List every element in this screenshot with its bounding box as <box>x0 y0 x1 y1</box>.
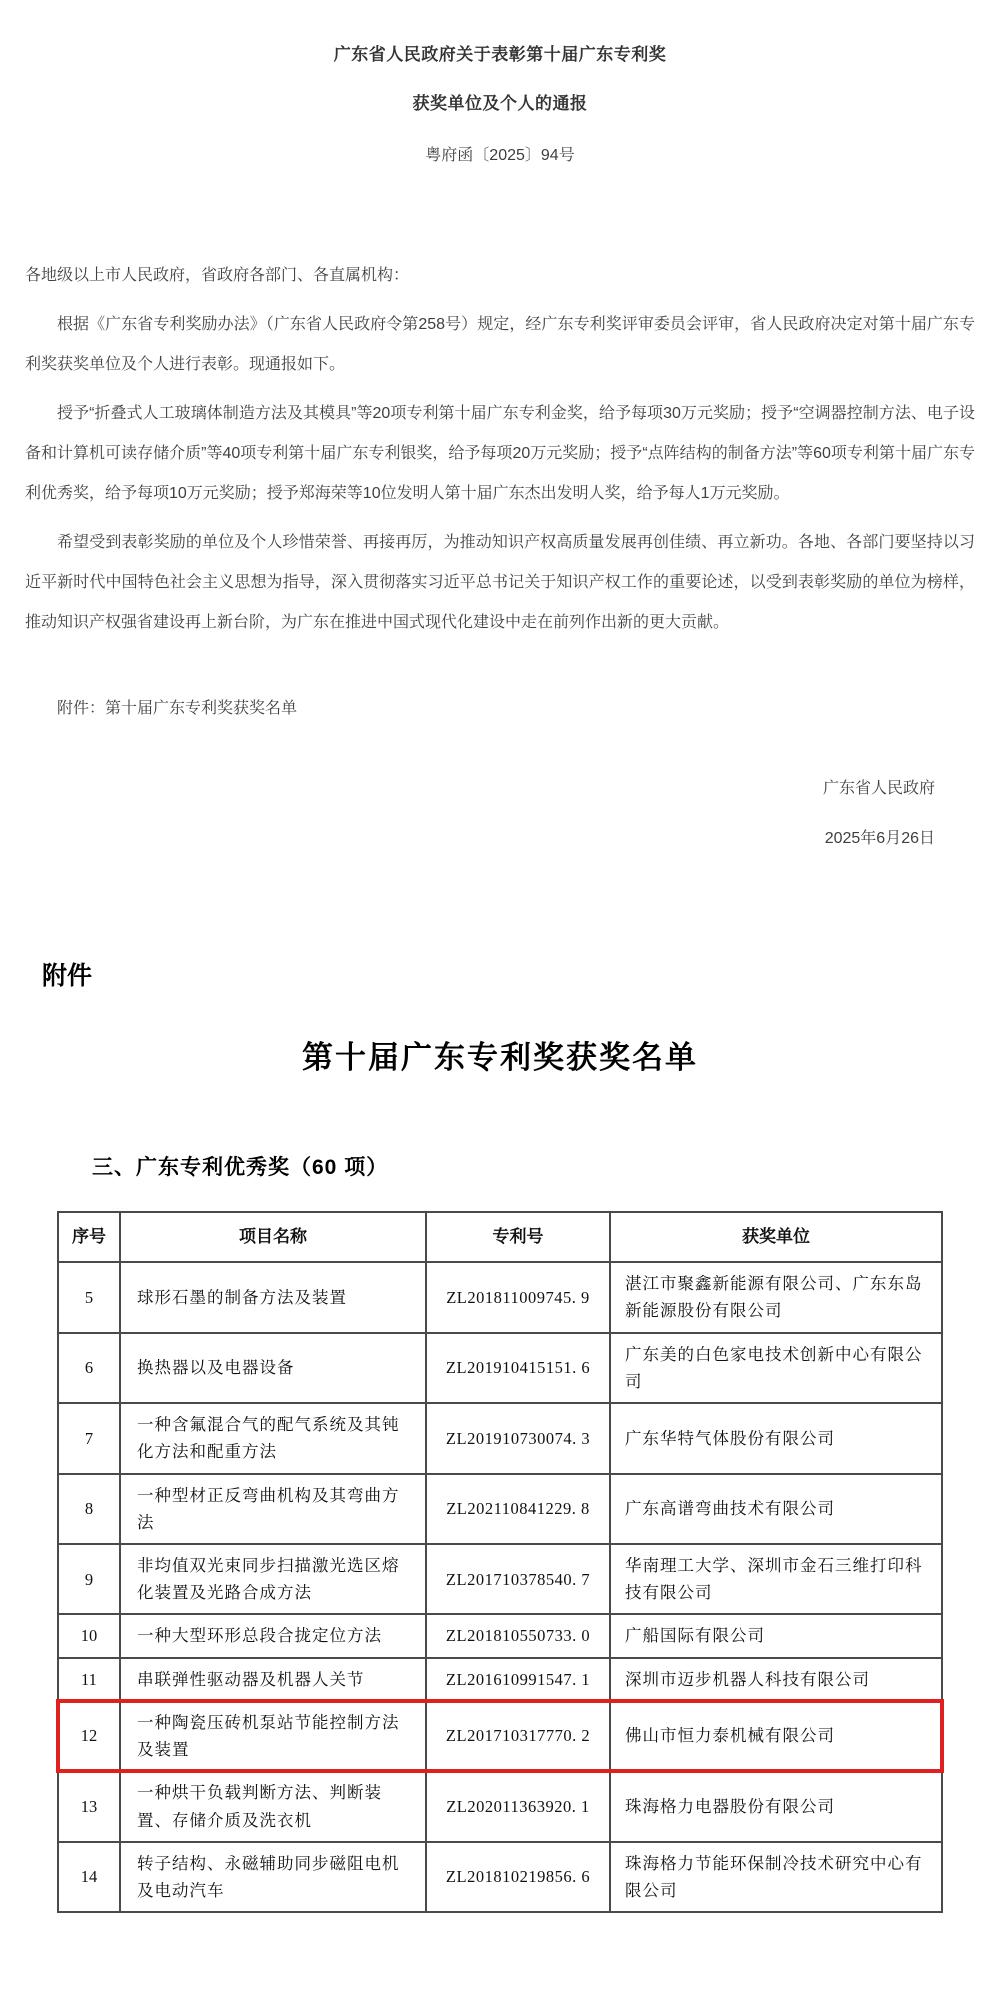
row-project-name: 一种烘干负载判断方法、判断装置、存储介质及洗衣机 <box>120 1771 426 1841</box>
header-patent-number: 专利号 <box>426 1212 610 1262</box>
row-no: 5 <box>58 1262 120 1332</box>
row-awarded-org: 珠海格力节能环保制冷技术研究中心有限公司 <box>610 1842 942 1912</box>
salutation: 各地级以上市人民政府，省政府各部门、各直属机构： <box>25 267 410 285</box>
table-row <box>58 1842 942 1912</box>
row-project-name: 一种大型环形总段合拢定位方法 <box>120 1614 426 1657</box>
row-patent-number: ZL201710317770. 2 <box>426 1701 610 1771</box>
row-awarded-org: 珠海格力电器股份有限公司 <box>610 1771 942 1841</box>
row-project-name: 一种型材正反弯曲机构及其弯曲方法 <box>120 1474 426 1544</box>
patent-table-body <box>58 1262 942 1912</box>
row-no: 14 <box>58 1842 120 1912</box>
row-no: 13 <box>58 1771 120 1841</box>
row-no: 9 <box>58 1544 120 1614</box>
table-header <box>58 1212 942 1262</box>
row-awarded-org: 佛山市恒力泰机械有限公司 <box>610 1701 942 1771</box>
attachment-note: 附件：第十届广东专利奖获奖名单 <box>57 700 298 718</box>
table-row <box>58 1474 942 1544</box>
notice-header <box>0 0 1000 165</box>
row-project-name: 一种含氟混合气的配气系统及其钝化方法和配重方法 <box>120 1403 426 1473</box>
table-row <box>58 1658 942 1701</box>
row-project-name: 转子结构、永磁辅助同步磁阻电机及电动汽车 <box>120 1842 426 1912</box>
row-patent-number: ZL201810219856. 6 <box>426 1842 610 1912</box>
row-patent-number: ZL201810550733. 0 <box>426 1614 610 1657</box>
row-no: 6 <box>58 1333 120 1403</box>
table-row <box>58 1614 942 1657</box>
table-row <box>58 1333 942 1403</box>
row-patent-number: ZL202011363920. 1 <box>426 1771 610 1841</box>
attachment-label: 附件 <box>42 963 93 991</box>
row-awarded-org: 华南理工大学、深圳市金石三维打印科技有限公司 <box>610 1544 942 1614</box>
paragraph-basis: 根据《广东省专利奖励办法》（广东省人民政府令第258号）规定，经广东专利奖评审委员会评审，省人民政府决定对第十届广东专利奖获奖单位及个人进行表彰。现通报如下。 <box>25 316 975 374</box>
row-awarded-org: 广船国际有限公司 <box>610 1614 942 1657</box>
row-no: 7 <box>58 1403 120 1473</box>
row-patent-number: ZL201910730074. 3 <box>426 1403 610 1473</box>
notice-body <box>0 257 1000 864</box>
row-patent-number: ZL201610991547. 1 <box>426 1658 610 1701</box>
header-project-name: 项目名称 <box>120 1212 426 1262</box>
signoff <box>25 764 975 864</box>
row-awarded-org: 深圳市迈步机器人科技有限公司 <box>610 1658 942 1701</box>
table-row <box>58 1771 942 1841</box>
table-row <box>58 1544 942 1614</box>
notice-title-line2: 获奖单位及个人的通报 <box>412 94 588 114</box>
row-awarded-org: 广东美的白色家电技术创新中心有限公司 <box>610 1333 942 1403</box>
row-awarded-org: 广东高谱弯曲技术有限公司 <box>610 1474 942 1544</box>
row-project-name: 换热器以及电器设备 <box>120 1333 426 1403</box>
row-patent-number: ZL201910415151. 6 <box>426 1333 610 1403</box>
table-row <box>58 1262 942 1332</box>
table-header-row <box>58 1212 942 1262</box>
header-no: 序号 <box>58 1212 120 1262</box>
row-project-name: 串联弹性驱动器及机器人关节 <box>120 1658 426 1701</box>
row-patent-number: ZL201710378540. 7 <box>426 1544 610 1614</box>
table-row <box>58 1403 942 1473</box>
attachment-title: 第十届广东专利奖获奖名单 <box>302 1040 698 1076</box>
row-patent-number: ZL201811009745. 9 <box>426 1262 610 1332</box>
notice-doc-number: 粤府函〔2025〕94号 <box>425 147 575 165</box>
row-no: 8 <box>58 1474 120 1544</box>
signer: 广东省人民政府 <box>822 780 935 798</box>
row-no: 12 <box>58 1701 120 1771</box>
patent-award-table <box>57 1211 943 1913</box>
section-heading-excellence-award: 三、广东专利优秀奖（60 项） <box>92 1156 389 1180</box>
row-project-name: 球形石墨的制备方法及装置 <box>120 1262 426 1332</box>
row-project-name: 非均值双光束同步扫描激光选区熔化装置及光路合成方法 <box>120 1544 426 1614</box>
paragraph-awards: 授予“折叠式人工玻璃体制造方法及其模具”等20项专利第十届广东专利金奖，给予每项30万元奖励；授予“空调器控制方法、电子设备和计算机可读存储介质”等40项专利第十届广东专利银奖，给予每项20万元奖励；授予“点阵结构的制备方法”等60项专利第十届广东专利优秀奖，给予每项10万元奖励；授予郑海荣等10位发明人第十届广东杰出发明人奖，给予每人1万元奖励。 <box>25 405 975 503</box>
row-awarded-org: 广东华特气体股份有限公司 <box>610 1403 942 1473</box>
row-no: 11 <box>58 1658 120 1701</box>
row-awarded-org: 湛江市聚鑫新能源有限公司、广东东岛新能源股份有限公司 <box>610 1262 942 1332</box>
table-row-highlighted <box>58 1701 942 1771</box>
paragraph-hope: 希望受到表彰奖励的单位及个人珍惜荣誉、再接再厉，为推动知识产权高质量发展再创佳绩、再立新功。各地、各部门要坚持以习近平新时代中国特色社会主义思想为指导，深入贯彻落实习近平总书记关于知识产权工作的重要论述，以受到表彰奖励的单位为榜样，推动知识产权强省建设再上新台阶，为广东在推进中国式现代化建设中走在前列作出新的更大贡献。 <box>25 534 975 632</box>
row-project-name: 一种陶瓷压砖机泵站节能控制方法及装置 <box>120 1701 426 1771</box>
row-no: 10 <box>58 1614 120 1657</box>
row-patent-number: ZL202110841229. 8 <box>426 1474 610 1544</box>
header-awarded-org: 获奖单位 <box>610 1212 942 1262</box>
sign-date: 2025年6月26日 <box>824 830 935 848</box>
notice-title-line1: 广东省人民政府关于表彰第十届广东专利奖 <box>333 45 667 64</box>
